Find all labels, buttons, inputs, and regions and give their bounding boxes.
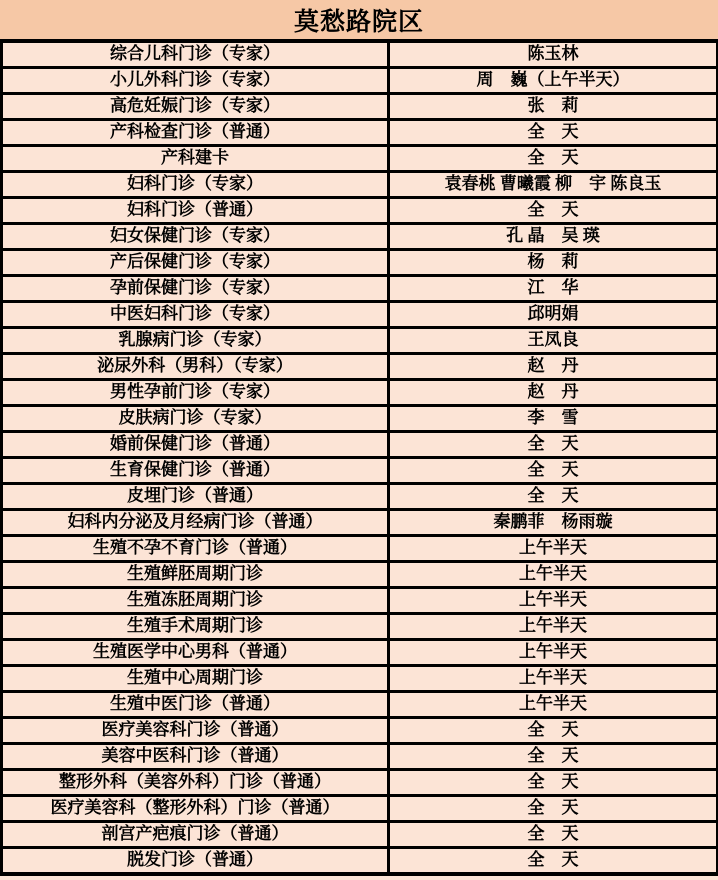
schedule-cell: 张 莉 bbox=[389, 94, 718, 120]
table-row bbox=[2, 562, 718, 588]
table-row bbox=[2, 172, 718, 198]
schedule-cell: 全 天 bbox=[389, 432, 718, 458]
clinic-cell: 整形外科（美容外科）门诊（普通） bbox=[2, 770, 389, 796]
clinic-cell: 脱发门诊（普通） bbox=[2, 848, 389, 875]
schedule-cell: 上午半天 bbox=[389, 536, 718, 562]
clinic-cell: 妇科内分泌及月经病门诊（普通） bbox=[2, 510, 389, 536]
table-row bbox=[2, 692, 718, 718]
clinic-cell: 男性孕前门诊（专家） bbox=[2, 380, 389, 406]
clinic-cell: 美容中医科门诊（普通） bbox=[2, 744, 389, 770]
table-row bbox=[2, 666, 718, 692]
clinic-cell: 中医妇科门诊（专家） bbox=[2, 302, 389, 328]
table-row bbox=[2, 43, 718, 68]
schedule-cell: 全 天 bbox=[389, 796, 718, 822]
schedule-cell: 全 天 bbox=[389, 770, 718, 796]
clinic-cell: 医疗美容科门诊（普通） bbox=[2, 718, 389, 744]
table-row bbox=[2, 224, 718, 250]
schedule-cell: 上午半天 bbox=[389, 666, 718, 692]
schedule-cell: 上午半天 bbox=[389, 640, 718, 666]
table-row bbox=[2, 354, 718, 380]
clinic-cell: 生殖医学中心男科（普通） bbox=[2, 640, 389, 666]
schedule-cell: 江 华 bbox=[389, 276, 718, 302]
clinic-cell: 产后保健门诊（专家） bbox=[2, 250, 389, 276]
schedule-cell: 上午半天 bbox=[389, 588, 718, 614]
table-row bbox=[2, 276, 718, 302]
table-row bbox=[2, 68, 718, 94]
table-row bbox=[2, 770, 718, 796]
schedule-cell: 上午半天 bbox=[389, 692, 718, 718]
clinic-cell: 生殖中心周期门诊 bbox=[2, 666, 389, 692]
schedule-cell: 全 天 bbox=[389, 198, 718, 224]
table-row bbox=[2, 510, 718, 536]
clinic-cell: 生殖不孕不育门诊（普通） bbox=[2, 536, 389, 562]
table-row bbox=[2, 744, 718, 770]
schedule-cell: 袁春桃 曹曦霞 柳 宇 陈良玉 bbox=[389, 172, 718, 198]
clinic-cell: 乳腺病门诊（专家） bbox=[2, 328, 389, 354]
table-row bbox=[2, 120, 718, 146]
schedule-cell: 全 天 bbox=[389, 120, 718, 146]
clinic-cell: 生殖中医门诊（普通） bbox=[2, 692, 389, 718]
schedule-cell: 上午半天 bbox=[389, 562, 718, 588]
schedule-cell: 赵 丹 bbox=[389, 380, 718, 406]
schedule-cell: 陈玉林 bbox=[389, 43, 718, 68]
table-row bbox=[2, 250, 718, 276]
table-row bbox=[2, 406, 718, 432]
schedule-cell: 全 天 bbox=[389, 718, 718, 744]
clinic-cell: 生殖鲜胚周期门诊 bbox=[2, 562, 389, 588]
schedule-cell: 李 雪 bbox=[389, 406, 718, 432]
table-row bbox=[2, 718, 718, 744]
table-row bbox=[2, 302, 718, 328]
table-row bbox=[2, 848, 718, 875]
table-row bbox=[2, 484, 718, 510]
table-row bbox=[2, 822, 718, 848]
clinic-cell: 泌尿外科（男科）（专家） bbox=[2, 354, 389, 380]
schedule-cell: 孔 晶 吴 瑛 bbox=[389, 224, 718, 250]
clinic-cell: 妇科门诊（专家） bbox=[2, 172, 389, 198]
schedule-cell: 全 天 bbox=[389, 848, 718, 875]
clinic-cell: 高危妊娠门诊（专家） bbox=[2, 94, 389, 120]
table-row bbox=[2, 432, 718, 458]
clinic-cell: 皮肤病门诊（专家） bbox=[2, 406, 389, 432]
table-row bbox=[2, 536, 718, 562]
schedule-cell: 赵 丹 bbox=[389, 354, 718, 380]
clinic-cell: 产科检查门诊（普通） bbox=[2, 120, 389, 146]
schedule-cell: 杨 莉 bbox=[389, 250, 718, 276]
clinic-schedule-table bbox=[0, 43, 718, 876]
table-row bbox=[2, 640, 718, 666]
table-row bbox=[2, 458, 718, 484]
table-row bbox=[2, 588, 718, 614]
table-row bbox=[2, 380, 718, 406]
clinic-cell: 孕前保健门诊（专家） bbox=[2, 276, 389, 302]
clinic-cell: 婚前保健门诊（普通） bbox=[2, 432, 389, 458]
schedule-cell: 秦鹏菲 杨雨璇 bbox=[389, 510, 718, 536]
table-row bbox=[2, 146, 718, 172]
clinic-cell: 妇女保健门诊（专家） bbox=[2, 224, 389, 250]
clinic-cell: 生殖冻胚周期门诊 bbox=[2, 588, 389, 614]
table-row bbox=[2, 328, 718, 354]
campus-header bbox=[0, 0, 718, 43]
schedule-cell: 上午半天 bbox=[389, 614, 718, 640]
clinic-cell: 生育保健门诊（普通） bbox=[2, 458, 389, 484]
clinic-cell: 产科建卡 bbox=[2, 146, 389, 172]
table-row bbox=[2, 198, 718, 224]
clinic-cell: 生殖手术周期门诊 bbox=[2, 614, 389, 640]
schedule-cell: 全 天 bbox=[389, 484, 718, 510]
schedule-cell: 全 天 bbox=[389, 458, 718, 484]
schedule-cell: 王凤良 bbox=[389, 328, 718, 354]
clinic-cell: 综合儿科门诊（专家） bbox=[2, 43, 389, 68]
schedule-cell: 邱明娟 bbox=[389, 302, 718, 328]
schedule-cell: 全 天 bbox=[389, 744, 718, 770]
table-row bbox=[2, 94, 718, 120]
campus-title: 莫愁路院区 bbox=[293, 8, 424, 36]
schedule-cell: 全 天 bbox=[389, 822, 718, 848]
clinic-cell: 小儿外科门诊（专家） bbox=[2, 68, 389, 94]
clinic-cell: 皮埋门诊（普通） bbox=[2, 484, 389, 510]
clinic-cell: 剖宫产疤痕门诊（普通） bbox=[2, 822, 389, 848]
table-row bbox=[2, 614, 718, 640]
table-row bbox=[2, 796, 718, 822]
schedule-cell: 周 巍（上午半天） bbox=[389, 68, 718, 94]
schedule-cell: 全 天 bbox=[389, 146, 718, 172]
clinic-cell: 医疗美容科（整形外科）门诊（普通） bbox=[2, 796, 389, 822]
clinic-cell: 妇科门诊（普通） bbox=[2, 198, 389, 224]
